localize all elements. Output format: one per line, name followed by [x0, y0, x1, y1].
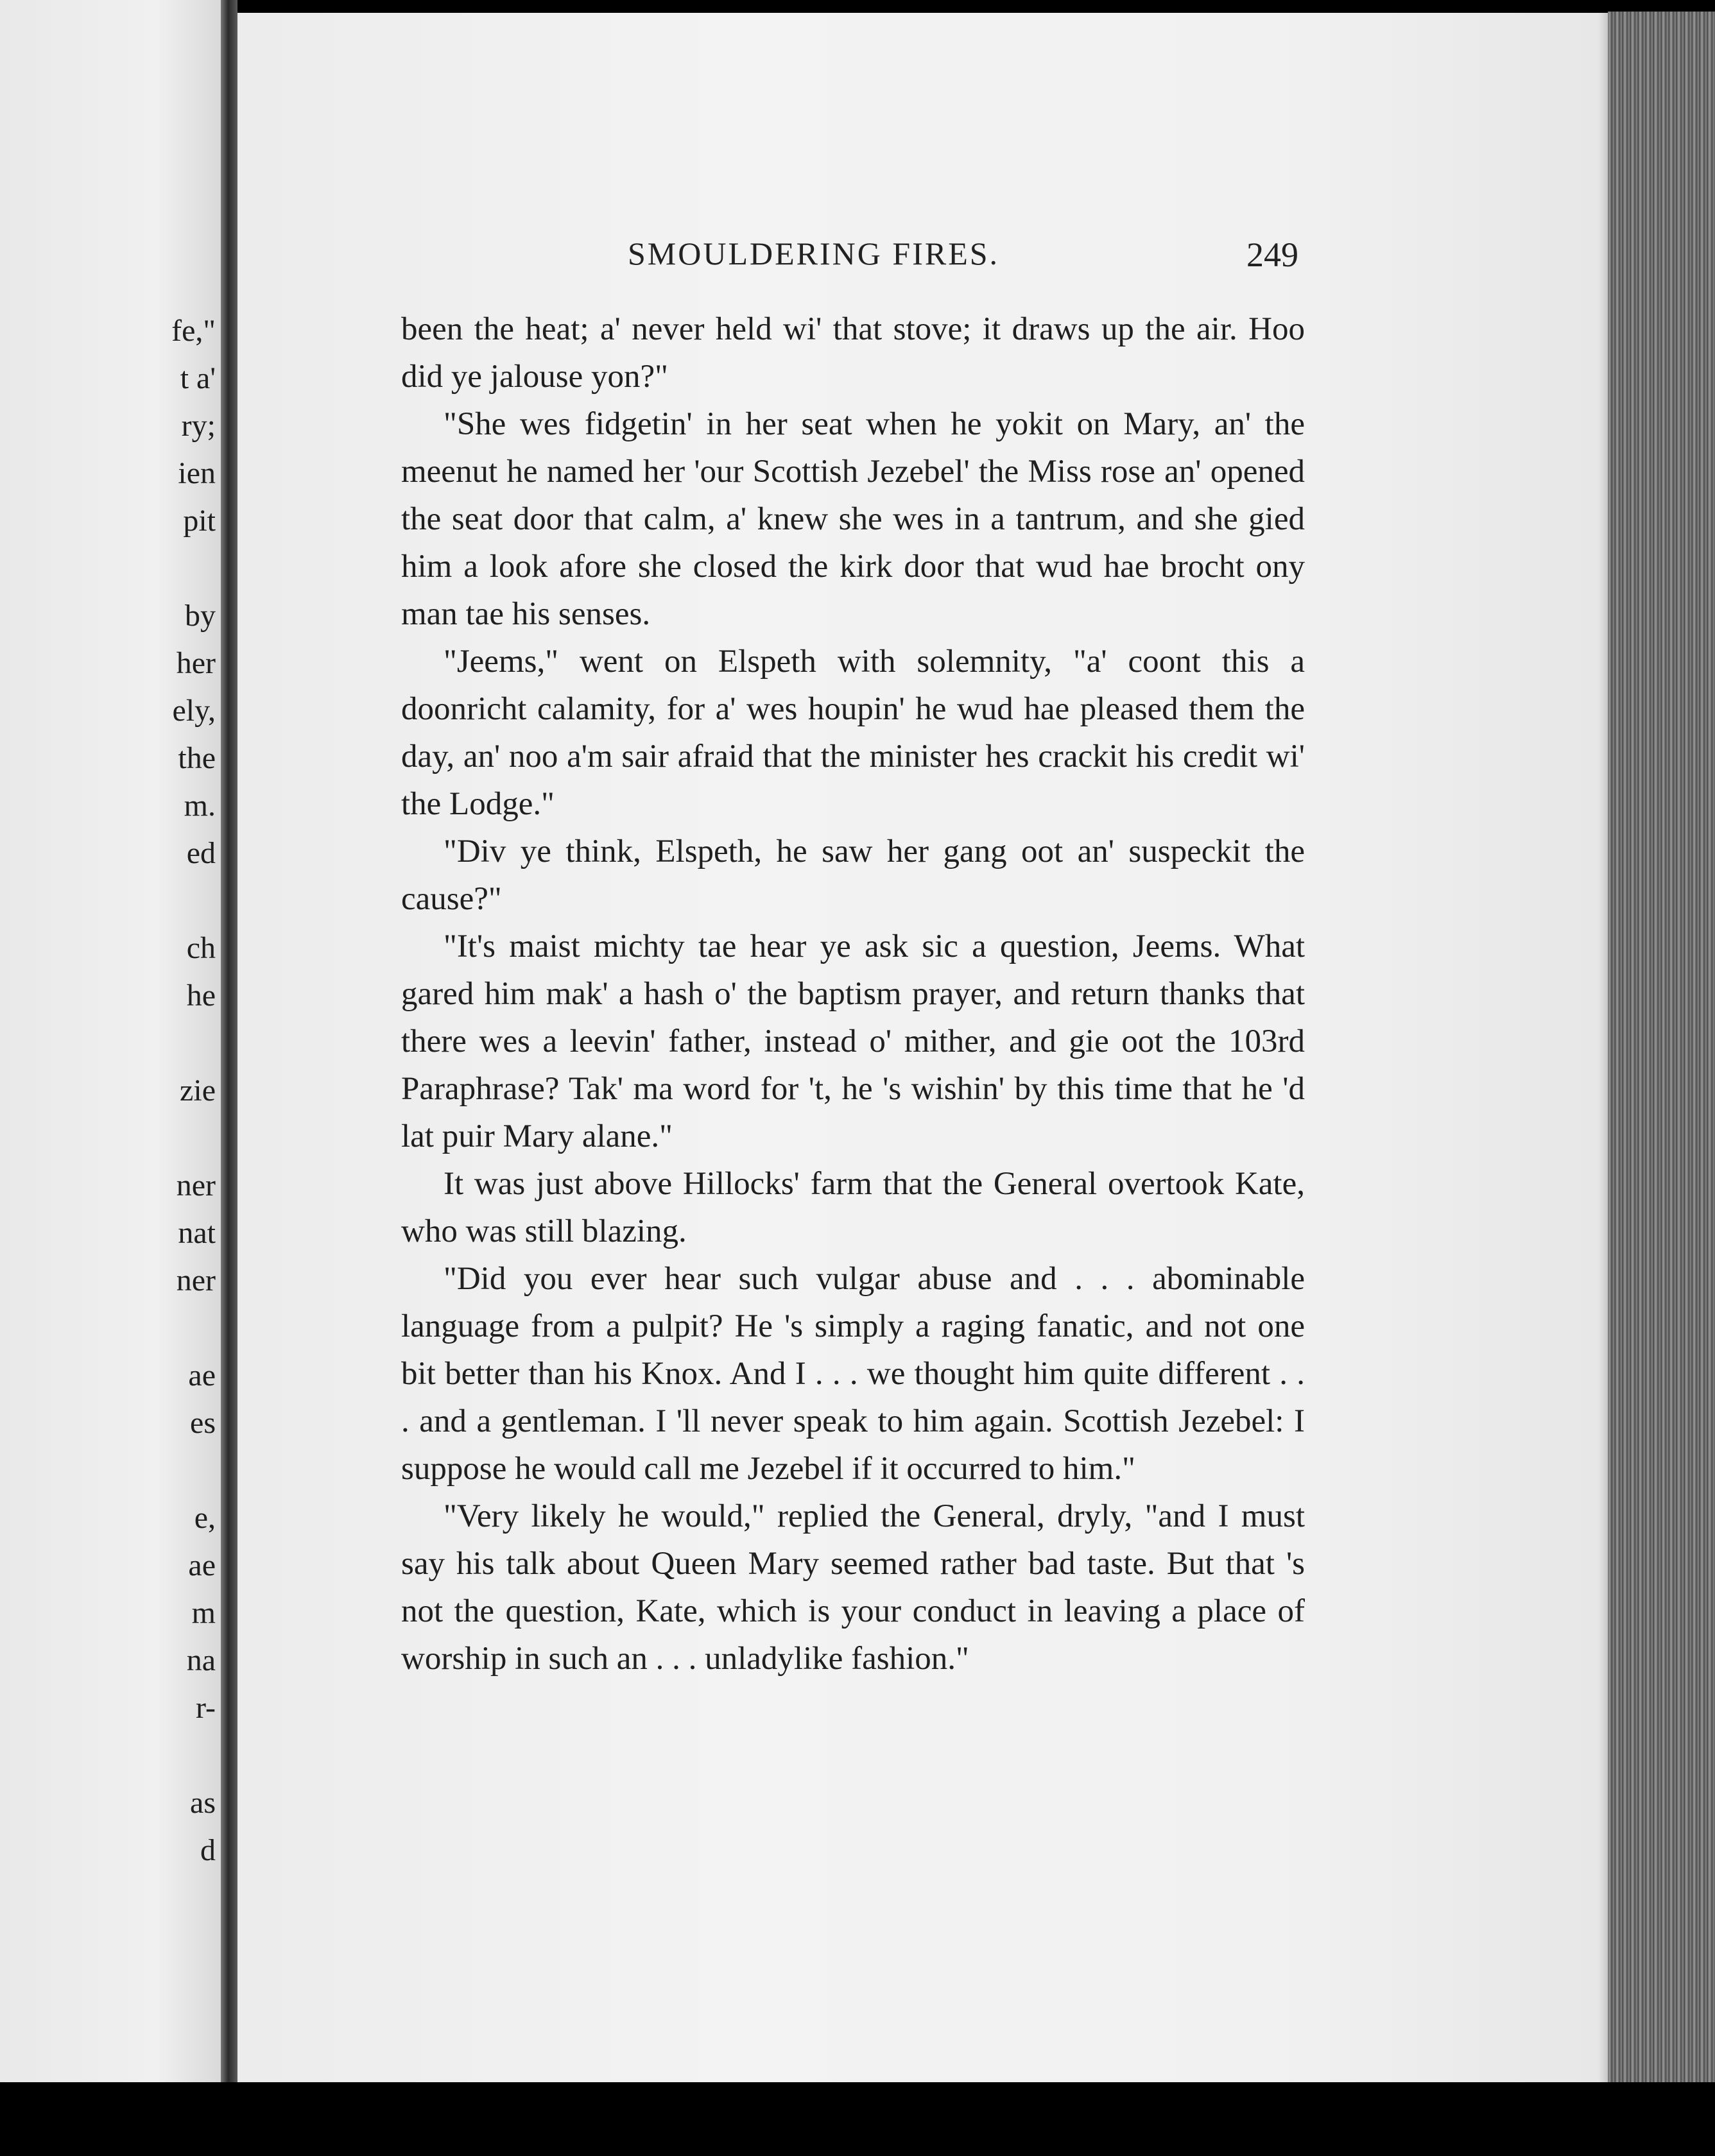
left-page-fragment: t a' — [180, 361, 216, 395]
paragraph: "It's maist michty tae hear ye ask sic a question, Jeems. What gared him mak' a hash o' the baptism prayer, and return thanks that there wes a leevin' father, instead o' mither, and gie oot the 103rd Paraphrase? Tak' ma word for 't, he 's wishin' by this time that he 'd lat puir Mary alane." — [401, 928, 1305, 1154]
left-page-fragment: ae — [188, 1548, 216, 1582]
left-page-fragment: ae — [188, 1358, 216, 1392]
left-page-fragment: ien — [178, 456, 216, 490]
scan-border — [0, 2082, 1715, 2156]
left-page-fragment: ely, — [172, 694, 216, 728]
left-page-fragment: nat — [178, 1216, 216, 1250]
left-page-fragment: her — [176, 646, 216, 680]
left-page-fragment: d — [200, 1833, 216, 1867]
left-page-fragment: pit — [183, 504, 216, 538]
left-page-fragment: as — [190, 1786, 216, 1820]
left-page-fragment: by — [185, 599, 216, 633]
running-head: SMOULDERING FIRES. — [628, 235, 1000, 271]
paragraph: "Div ye think, Elspeth, he saw her gang oot an' suspeckit the cause?" — [401, 834, 1305, 917]
left-page-fragment: ch — [186, 931, 216, 965]
left-page-fragment: ed — [186, 836, 216, 870]
left-page-fragment: e, — [194, 1501, 216, 1535]
body-text — [401, 305, 1305, 1682]
left-page-fragment: ner — [176, 1263, 216, 1297]
paragraph: It was just above Hillocks' farm that the General overtook Kate, who was still blazing. — [401, 1166, 1305, 1249]
left-facing-page — [0, 0, 225, 2082]
page-edges — [1608, 12, 1715, 2156]
page-number: 249 — [1246, 235, 1298, 274]
left-page-fragment: ry; — [181, 409, 216, 443]
paragraph: "Jeems," went on Elspeth with solemnity, "a' coont this a doonricht calamity, for a' wes houpin' he wud hae pleased them the day, an' noo a'm sair afraid that the minister hes crackit his credit wi' the Lodge." — [401, 644, 1305, 822]
left-page-fragment: the — [178, 741, 216, 775]
left-page-fragment: r- — [195, 1691, 216, 1725]
paragraph: "Very likely he would," replied the General, dryly, "and I must say his talk about Queen Mary seemed rather bad taste. But that 's not the question, Kate, which is your conduct in leaving a place of worship in such an . . . unladylike fashion." — [401, 1498, 1305, 1677]
paragraph: "Did you ever hear such vulgar abuse and . . . abominable language from a pulpit? He 's simply a raging fanatic, and not one bit better than his Knox. And I . . . we thought him quite different . . . and a gentleman. I 'll never speak to him again. Scottish Jezebel: I suppose he would call me Jezebel if it occurred to him." — [401, 1261, 1305, 1487]
left-page-fragment: ner — [176, 1168, 216, 1202]
left-page-fragment: m. — [184, 789, 216, 823]
left-page-fragment: he — [186, 979, 216, 1013]
left-page-fragment: zie — [180, 1074, 216, 1108]
left-page-fragment: m — [191, 1596, 216, 1630]
left-page-fragment: es — [190, 1406, 216, 1440]
left-page-fragment: na — [186, 1643, 216, 1677]
paragraph: been the heat; a' never held wi' that stove; it draws up the air. Hoo did ye jalouse yon?" — [401, 311, 1305, 395]
book-gutter — [221, 0, 237, 2156]
left-page-fragment: fe," — [171, 314, 216, 348]
paragraph: "She wes fidgetin' in her seat when he yokit on Mary, an' the meenut he named her 'our Scottish Jezebel' the Miss rose an' opened the seat door that calm, a' knew she wes in a tantrum, and she gied him a look afore she closed the kirk door that wud hae brocht ony man tae his senses. — [401, 406, 1305, 632]
